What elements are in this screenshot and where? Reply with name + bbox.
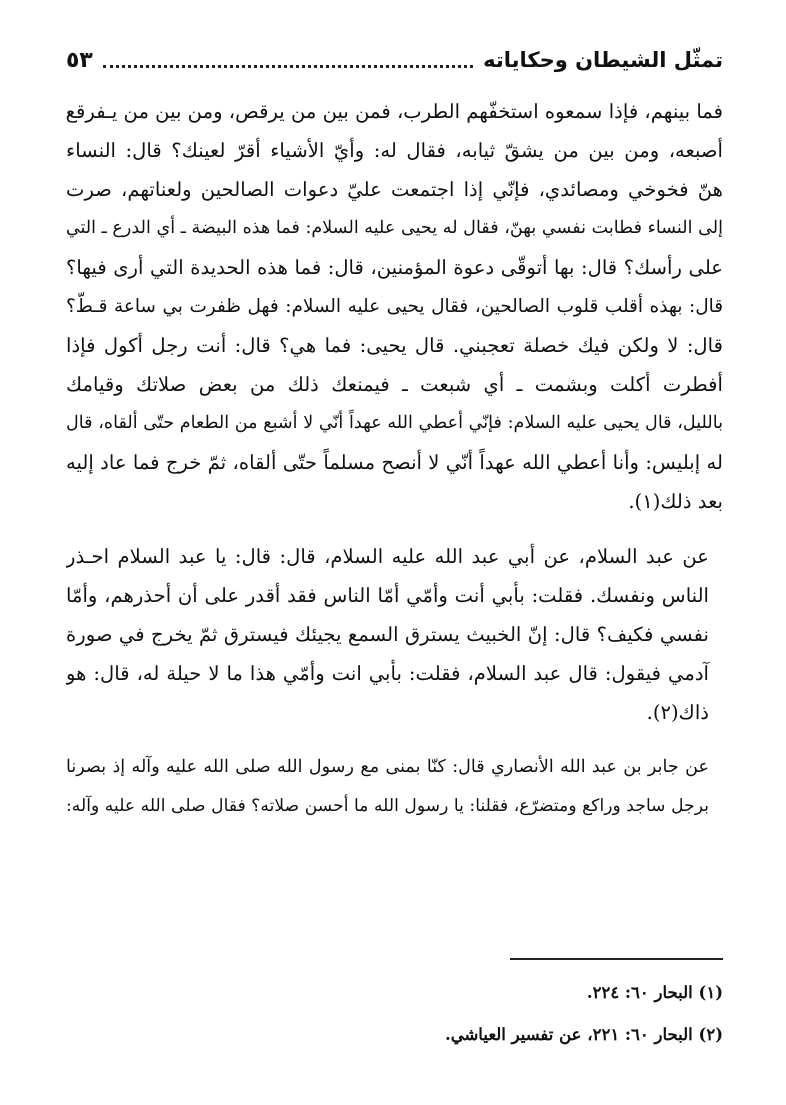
text-line: هنّ فخوخي ومصائدي، فإنّي إذا اجتمعت عليّ دعوات الصالحين ولعناتهم، صرت — [66, 178, 723, 201]
footnotes — [66, 972, 723, 1056]
paragraph-spacer — [66, 521, 723, 537]
running-header — [66, 40, 723, 80]
text-line: له إبليس: وأنا أعطي الله عهداً أنّي لا أنصح مسلماً حتّى ألقاه، ثمّ خرج فما عاد إليه — [66, 451, 723, 474]
text-line: قال: بهذه أقلب قلوب الصالحين، فقال يحيى عليه السلام: فهل ظفرت بي ساعة قـطّ؟ — [66, 296, 723, 317]
text-line: بالليل، قال يحيى عليه السلام: فإنّي أعطي الله عهداً أنّي لا أشبع من الطعام حتّى ألقاه، قال — [66, 413, 723, 433]
body-text — [66, 92, 723, 826]
paragraph-3 — [66, 748, 723, 826]
text-line: الناس ونفسك. فقلت: بأبي أنت وأمّي أمّا الناس فقد أقدر على أن أحذرهم، وأمّا — [66, 584, 709, 607]
text-line: أصبعه، ومن بين من يشقّ ثيابه، فقال له: وأيّ الأشياء أقرّ لعينك؟ قال: النساء — [66, 139, 723, 162]
paragraph-2 — [66, 537, 723, 732]
text-line: عن جابر بن عبد الله الأنصاري قال: كنّا بمنى مع رسول الله صلى الله عليه وآله إذ بصرنا — [66, 757, 709, 777]
text-line: قال: لا ولكن فيك خصلة تعجبني. قال يحيى: فما هي؟ قال: أنت رجل أكول فإذا — [66, 334, 723, 357]
text-line: ذاك(٢). — [646, 701, 709, 724]
header-dot-leader — [103, 65, 473, 68]
text-line: أفطرت أكلت وبشمت ـ أي شبعت ـ فيمنعك ذلك من بعض صلاتك وقيامك — [66, 373, 723, 396]
paragraph-spacer — [66, 732, 723, 748]
text-line: على رأسك؟ قال: بها أتوقّى دعوة المؤمنين، قال: فما هذه الحديدة التي أرى فيها؟ — [66, 256, 723, 279]
paragraph-1 — [66, 92, 723, 521]
text-line: فما بينهم، فإذا سمعوه استخفّهم الطرب، فمن بين من يرقص، ومن بين من يـفرقع — [66, 100, 723, 123]
footnote-separator — [510, 958, 723, 960]
footnote-1: (١) البحار ٦٠: ٢٢٤. — [586, 983, 723, 1002]
text-line: برجل ساجد وراكع ومتضرّع، فقلنا: يا رسول الله ما أحسن صلاته؟ فقال صلى الله عليه وآله: — [66, 796, 709, 816]
text-line: آدمي فيقول: قال عبد السلام، فقلت: بأبي انت وأمّي هذا ما لا حيلة له، قال: هو — [66, 662, 709, 685]
page-number: ٥٣ — [66, 47, 93, 73]
text-line: نفسي فكيف؟ قال: إنّ الخبيث يسترق السمع يجيئك فيسترق ثمّ يخرج في صورة — [66, 623, 709, 646]
text-line: إلى النساء فطابت نفسي بهنّ، فقال له يحيى عليه السلام: فما هذه البيضة ـ أي الدرع ـ التي — [66, 218, 723, 238]
chapter-title: تمثّل الشيطان وحكاياته — [483, 48, 723, 72]
text-line: بعد ذلك(١). — [628, 490, 723, 513]
footnote-2: (٢) البحار ٦٠: ٢٢١، عن تفسير العياشي. — [444, 1025, 723, 1044]
text-line: عن عبد السلام، عن أبي عبد الله عليه السلام، قال: قال: يا عبد السلام احـذر — [66, 545, 709, 568]
